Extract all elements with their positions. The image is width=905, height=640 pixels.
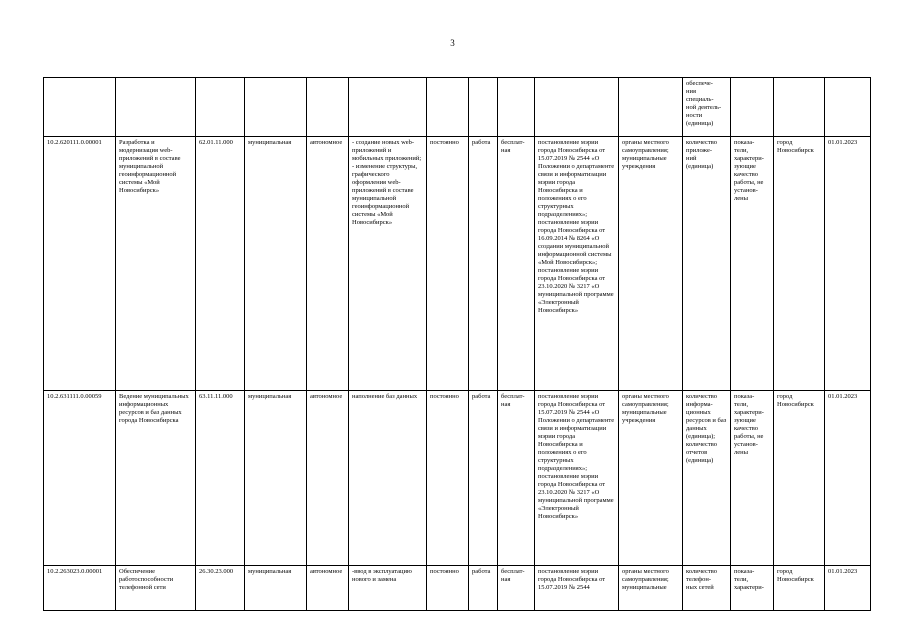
cell-type: муниципальная [245,137,307,391]
cell-pay [498,78,535,137]
cell-name: Разработка и модернизация web-приложений в составе муниципальной геоинформационной системы «Мой Новосибирск» [116,137,196,391]
cell-okpd: 63.11.11.000 [196,391,245,566]
cell-code: 10.2.620111.0.00001 [44,137,116,391]
cell-basis: постановление мэрии города Новосибирска от 15.07.2019 № 2544 «О Положении о департаменте связи и информатизации мэрии города Новосибирска и положениях о его структурных подразделениях»; постановление мэрии города Новосибирска от 16.09.2014 № 8264 «О создании муниципальной информационной системы «Мой Новосибирск»; постановление мэрии города Новосибирска от 23.10.2020 № 3217 «О муниципальной программе «Электронный Новосибирск» [535,137,619,391]
cell-content: - создание новых web-приложений и мобильных приложений; - изменение структуры, графического оформления web-приложений в составе муниципальной геоинформационной системы «Мой Новосибирск» [349,137,427,391]
cell-date [825,78,871,137]
cell-type [245,78,307,137]
cell-code [44,78,116,137]
cell-period: постоянно [427,137,469,391]
cell-consumers: органы местного самоуправления; муниципальные [619,566,683,611]
cell-quality [731,78,774,137]
cell-kind: работа [469,566,498,611]
cell-pay: бесплат- ная [498,391,535,566]
cell-place [774,78,825,137]
cell-form [307,78,349,137]
cell-place: город Новосибирск [774,566,825,611]
cell-period [427,78,469,137]
table-body [44,78,871,611]
cell-form: автономное [307,137,349,391]
cell-volume: количество приложе- ний (единица) [683,137,731,391]
page-number: 3 [450,38,455,48]
cell-basis: постановление мэрии города Новосибирска от 15.07.2019 № 2544 «О Положении о департаменте связи и информатизации мэрии города Новосибирска и положениях о его структурных подразделениях»; постановление мэрии города Новосибирска от 23.10.2020 № 3217 «О муниципальной программе «Электронный Новосибирск» [535,391,619,566]
cell-pay: бесплат- ная [498,566,535,611]
cell-okpd [196,78,245,137]
cell-place: город Новосибирск [774,137,825,391]
cell-kind [469,78,498,137]
services-register-table [43,77,871,611]
table-row [44,78,871,137]
table-row [44,391,871,566]
cell-okpd: 26.30.23.000 [196,566,245,611]
cell-quality: показа- тели, характери- зующие качество работы, не установ- лены [731,391,774,566]
cell-consumers [619,78,683,137]
table-row [44,137,871,391]
cell-place: город Новосибирск [774,391,825,566]
cell-form: автономное [307,566,349,611]
cell-consumers: органы местного самоуправления; муниципальные учреждения [619,137,683,391]
cell-type: муниципальная [245,566,307,611]
cell-quality: показа- тели, характери- зующие качество работы, не установ- лены [731,137,774,391]
cell-content: наполнение баз данных [349,391,427,566]
cell-kind: работа [469,391,498,566]
cell-code: 10.2.631111.0.00059 [44,391,116,566]
cell-volume: количество телефон- ных сетей [683,566,731,611]
cell-basis [535,78,619,137]
cell-content: -ввод в эксплуатацию нового и замена [349,566,427,611]
cell-volume: обеспече- ния специаль- ной деятель- ности (единица) [683,78,731,137]
table-row [44,566,871,611]
cell-name [116,78,196,137]
cell-name: Обеспечение работоспособности телефонной сети [116,566,196,611]
cell-content [349,78,427,137]
cell-period: постоянно [427,391,469,566]
cell-volume: количество информа- ционных ресурсов и баз данных (единица); количество отчетов (единица) [683,391,731,566]
cell-basis: постановление мэрии города Новосибирска от 15.07.2019 № 2544 [535,566,619,611]
cell-okpd: 62.01.11.000 [196,137,245,391]
cell-name: Ведение муниципальных информационных ресурсов и баз данных города Новосибирска [116,391,196,566]
cell-date: 01.01.2023 [825,137,871,391]
cell-date: 01.01.2023 [825,566,871,611]
cell-pay: бесплат- ная [498,137,535,391]
cell-quality: показа- тели, характери- [731,566,774,611]
cell-period: постоянно [427,566,469,611]
cell-type: муниципальная [245,391,307,566]
cell-date: 01.01.2023 [825,391,871,566]
cell-kind: работа [469,137,498,391]
cell-consumers: органы местного самоуправления; муниципальные учреждения [619,391,683,566]
cell-form: автономное [307,391,349,566]
cell-code: 10.2.263023.0.00001 [44,566,116,611]
